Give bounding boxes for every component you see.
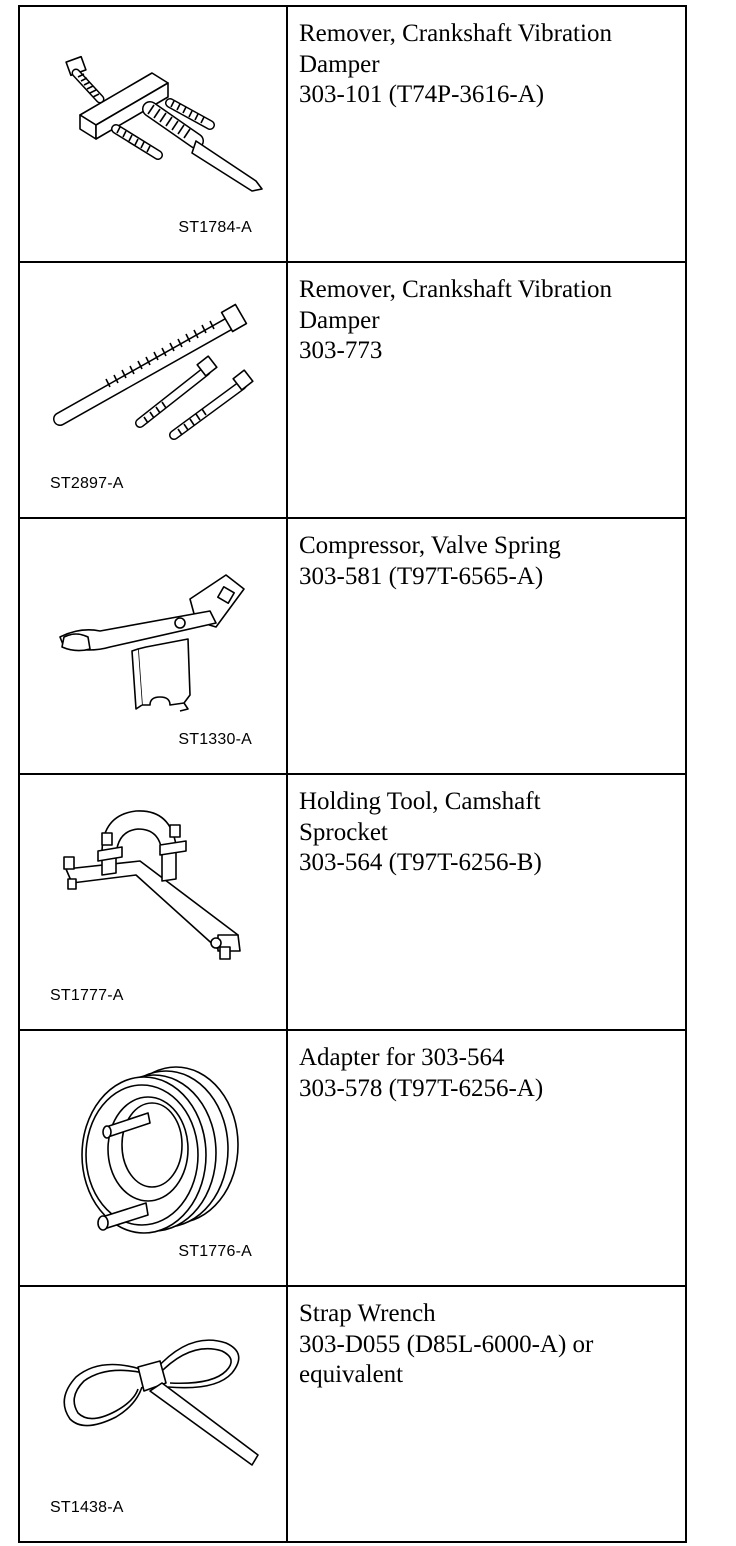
tool-description-cell xyxy=(287,1286,686,1542)
tool-name-line: Damper xyxy=(299,50,380,78)
tool-row xyxy=(19,6,686,262)
tool-illustration-cell xyxy=(19,6,287,262)
tool-name-line: equivalent xyxy=(299,1361,404,1388)
tool-name-line: Adapter for 303-564 xyxy=(299,1044,505,1071)
tool-number: 303-581 (T97T-6565-A) xyxy=(299,562,544,590)
tool-number: 303-578 (T97T-6256-A) xyxy=(299,1074,544,1102)
figure-code: ST2897-A xyxy=(50,475,124,492)
tool-number: 303-773 xyxy=(299,337,383,364)
tool-name-line: Holding Tool, Camshaft xyxy=(299,788,541,815)
tool-number: 303-D055 (D85L-6000-A) or xyxy=(299,1330,594,1358)
special-tools-table xyxy=(18,5,687,1543)
tool-number: 303-101 (T74P-3616-A) xyxy=(299,81,545,108)
figure-code: ST1784-A xyxy=(178,219,252,236)
tool-description-cell xyxy=(287,1030,686,1286)
tool-name-line: Remover, Crankshaft Vibration xyxy=(299,276,612,303)
tool-row xyxy=(19,262,686,518)
figure-code: ST1776-A xyxy=(178,1243,252,1260)
tool-illustration-cell xyxy=(19,518,287,774)
figure-code: ST1330-A xyxy=(178,731,252,748)
tool-description-cell xyxy=(287,518,686,774)
tool-name-line: Remover, Crankshaft Vibration xyxy=(299,20,612,47)
tool-row xyxy=(19,1286,686,1542)
tool-number: 303-564 (T97T-6256-B) xyxy=(299,849,542,876)
tool-row xyxy=(19,774,686,1030)
tool-description-cell xyxy=(287,774,686,1030)
tool-illustration-cell xyxy=(19,774,287,1030)
tool-row xyxy=(19,1030,686,1286)
tool-description-cell xyxy=(287,262,686,518)
figure-code: ST1438-A xyxy=(50,1499,124,1516)
tool-illustration-cell xyxy=(19,1030,287,1286)
tool-illustration-cell xyxy=(19,1286,287,1542)
tool-illustration-cell xyxy=(19,262,287,518)
tool-name-line: Sprocket xyxy=(299,818,388,846)
tool-name-line: Strap Wrench xyxy=(299,1300,436,1327)
tool-row xyxy=(19,518,686,774)
tool-description-cell xyxy=(287,6,686,262)
tool-name-line: Compressor, Valve Spring xyxy=(299,532,561,559)
tool-name-line: Damper xyxy=(299,306,380,334)
figure-code: ST1777-A xyxy=(50,987,124,1004)
